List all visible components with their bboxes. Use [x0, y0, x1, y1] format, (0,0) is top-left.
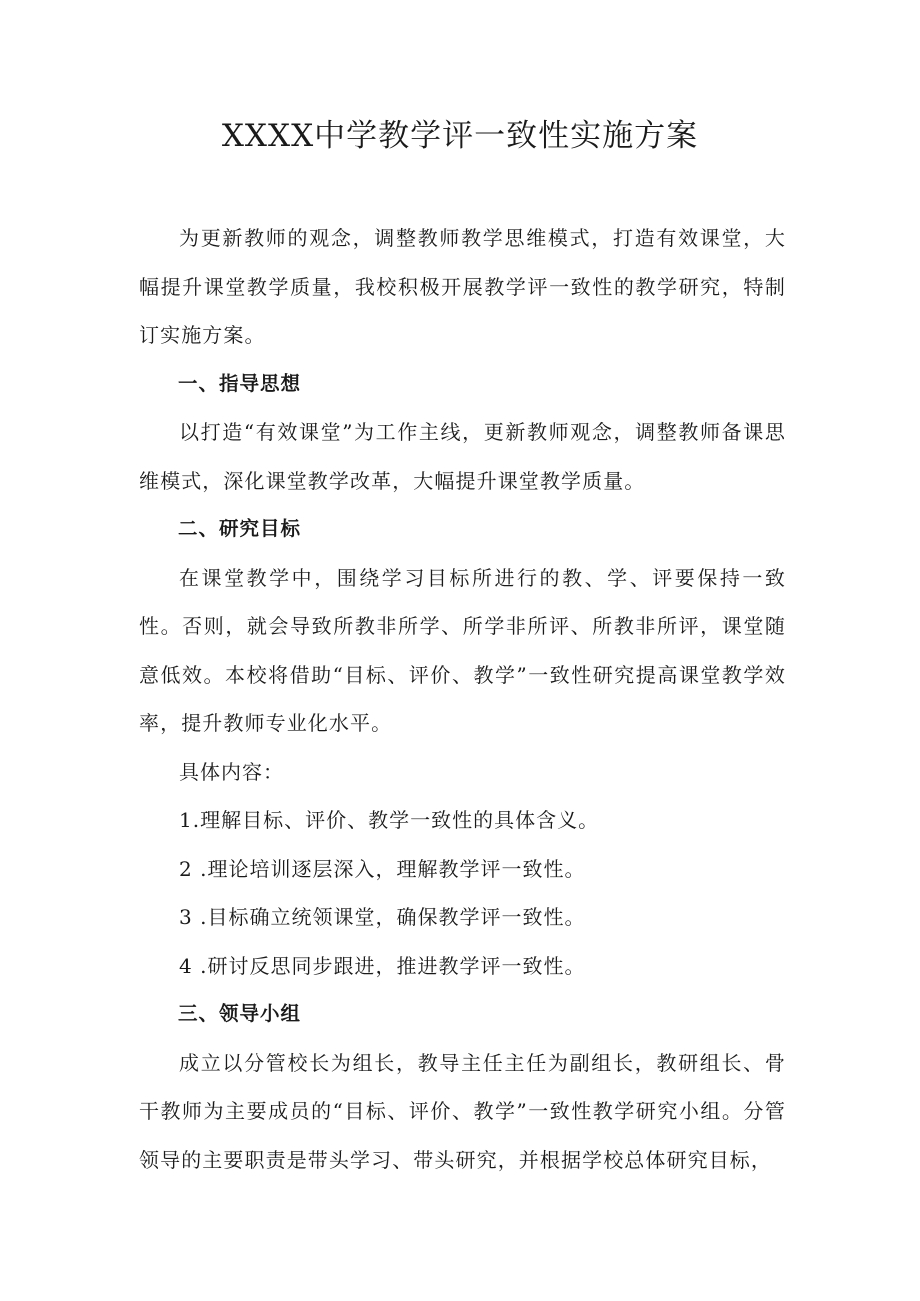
list-item: 2 .理论培训逐层深入，理解教学评一致性。: [179, 856, 586, 881]
guiding-thought-paragraph: 以打造“有效课堂”为工作主线，更新教师观念，调整教师备课思维模式，深化课堂教学改革，大幅提升课堂教学质量。: [139, 420, 786, 493]
research-goals-paragraph: 在课堂教学中，围绕学习目标所进行的教、学、评要保持一致性。否则，就会导致所教非所学、所学非所评、所教非所评，课堂随意低效。本校将借助“目标、评价、教学”一致性研究提高课堂教学效率，提升教师专业化水平。: [139, 565, 786, 735]
document-body: [139, 214, 786, 1184]
section-heading-leadership-group: 三、领导小组: [178, 1002, 302, 1025]
list-item: 4 .研讨反思同步跟进，推进教学评一致性。: [179, 953, 586, 978]
section-heading-guiding-thought: 一、指导思想: [178, 371, 302, 395]
leadership-group-paragraph: 成立以分管校长为组长，教导主任主任为副组长，教研组长、骨干教师为主要成员的“目标、评价、教学”一致性教学研究小组。分管领导的主要职责是带头学习、带头研究，并根据学校总体研究目标，: [139, 1050, 786, 1172]
content-label: 具体内容：: [179, 759, 284, 784]
section-heading-research-goals: 二、研究目标: [178, 517, 302, 540]
document-title: XXXX中学教学评一致性实施方案: [221, 118, 699, 154]
list-item: 3 .目标确立统领课堂，确保教学评一致性。: [179, 905, 586, 929]
list-item: 1.理解目标、评价、教学一致性的具体含义。: [179, 808, 600, 832]
intro-paragraph: 为更新教师的观念，调整教师教学思维模式，打造有效课堂，大幅提升课堂教学质量，我校积极开展教学评一致性的教学研究，特制订实施方案。: [139, 226, 786, 347]
